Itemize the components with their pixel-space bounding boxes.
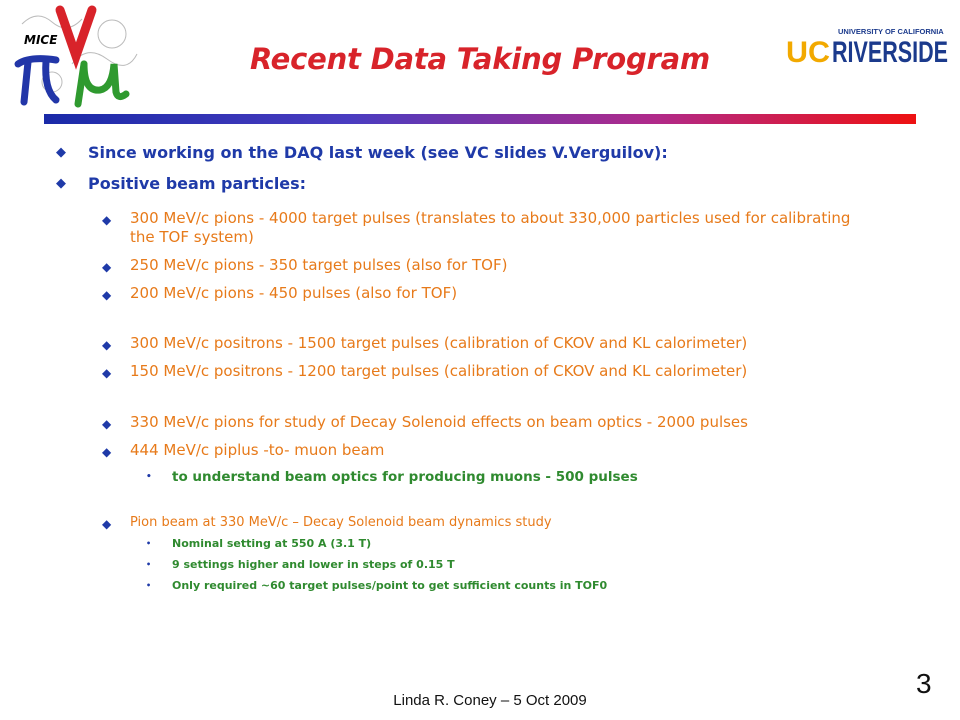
bullet-text: Since working on the DAQ last week (see VC slides V.Verguilov): <box>88 143 668 162</box>
sub-sub-bullet-1 <box>146 469 866 485</box>
bullet-marker-icon: ◆ <box>56 145 66 160</box>
diamond-icon: ◆ <box>102 288 112 302</box>
diamond-icon: ◆ <box>102 338 112 352</box>
sub-bullet-text: 200 MeV/c pions - 450 pulses (also for TOF) <box>130 284 458 302</box>
diamond-icon: ◆ <box>102 260 112 274</box>
dot-icon: • <box>146 581 152 590</box>
sub-bullet-4 <box>102 334 862 355</box>
sub-sub-bullet-text: 9 settings higher and lower in steps of 0.15 T <box>172 558 455 571</box>
sub-bullet-6 <box>102 413 862 434</box>
ucr-university-text: UNIVERSITY OF CALIFORNIA <box>838 27 944 36</box>
sub-bullet-1 <box>102 209 862 247</box>
sub-sub-bullet-4 <box>146 579 866 592</box>
dot-icon: • <box>146 560 152 569</box>
page-number: 3 <box>916 668 932 699</box>
ucr-riverside-text: RIVERSIDE <box>832 36 948 66</box>
sub-bullet-2 <box>102 256 862 277</box>
sub-bullet-3 <box>102 284 862 305</box>
diamond-icon: ◆ <box>102 213 112 227</box>
diamond-icon: ◆ <box>102 366 112 380</box>
bullet-2 <box>56 174 916 193</box>
sub-bullet-text: 330 MeV/c pions for study of Decay Solenoid effects on beam optics - 2000 pulses <box>130 413 748 431</box>
sub-sub-bullet-3 <box>146 558 866 571</box>
mice-logo-text: MICE <box>24 33 58 47</box>
bullet-marker-icon: ◆ <box>56 176 66 191</box>
sub-bullet-text: 250 MeV/c pions - 350 target pulses (also for TOF) <box>130 256 508 274</box>
bullet-text: Positive beam particles: <box>88 174 307 193</box>
dot-icon: • <box>146 539 152 548</box>
ucr-uc-text: UC <box>786 36 830 66</box>
footer-author: Linda R. Coney – 5 Oct 2009 <box>393 692 587 709</box>
sub-sub-bullet-text: Nominal setting at 550 A (3.1 T) <box>172 537 372 550</box>
dot-icon: • <box>146 472 152 482</box>
sub-bullet-text: 300 MeV/c pions - 4000 target pulses (translates to about 330,000 particles used for calibrating the TOF system) <box>130 209 851 246</box>
sub-sub-bullet-text: to understand beam optics for producing muons - 500 pulses <box>172 469 638 485</box>
sub-bullet-text: Pion beam at 330 MeV/c – Decay Solenoid beam dynamics study <box>130 515 552 530</box>
sub-sub-bullet-text: Only required ~60 target pulses/point to get sufficient counts in TOF0 <box>172 579 608 592</box>
sub-bullet-8 <box>102 513 862 534</box>
sub-sub-bullet-2 <box>146 537 866 550</box>
sub-bullet-text: 300 MeV/c positrons - 1500 target pulses (calibration of CKOV and KL calorimeter) <box>130 334 748 352</box>
slide-title: Recent Data Taking Program <box>249 42 711 76</box>
sub-bullet-text: 150 MeV/c positrons - 1200 target pulses (calibration of CKOV and KL calorimeter) <box>130 362 748 380</box>
diamond-icon: ◆ <box>102 517 112 531</box>
diamond-icon: ◆ <box>102 417 112 431</box>
sub-bullet-5 <box>102 362 862 383</box>
diamond-icon: ◆ <box>102 445 112 459</box>
bullet-1 <box>56 143 916 162</box>
sub-bullet-7 <box>102 441 862 462</box>
sub-bullet-text: 444 MeV/c piplus -to- muon beam <box>130 441 385 459</box>
